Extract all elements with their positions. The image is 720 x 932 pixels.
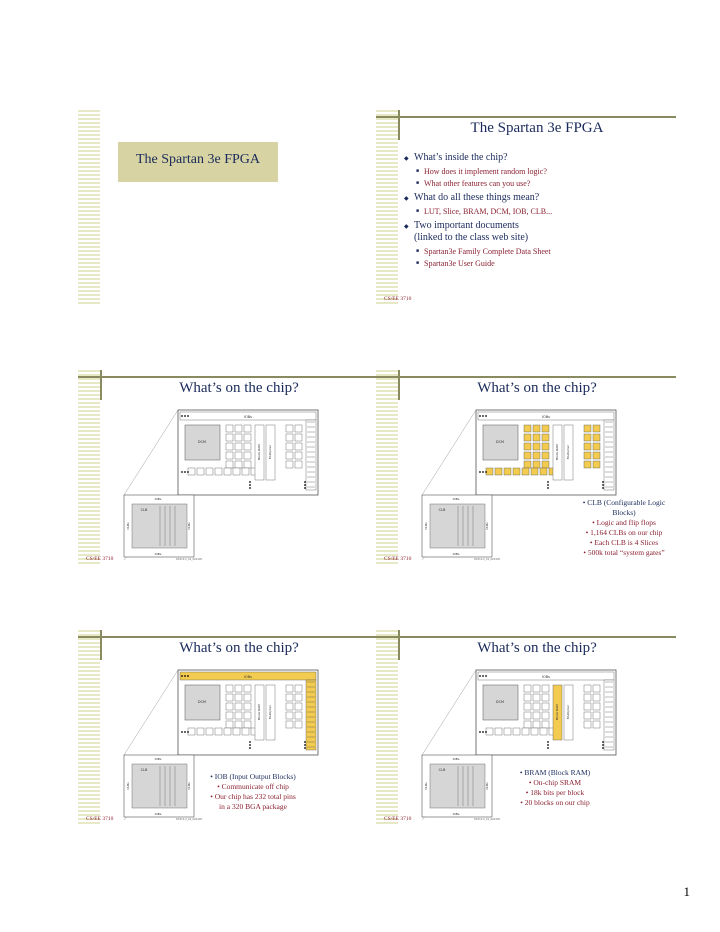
slide-6 <box>376 630 676 824</box>
svg-text:IOBs: IOBs <box>243 415 253 419</box>
svg-text:CLBs: CLBs <box>424 782 428 790</box>
slide-5 <box>78 630 378 824</box>
caption-line: • Logic and flip flops <box>592 518 656 527</box>
slide-stripes <box>376 370 398 564</box>
svg-text:IOBs: IOBs <box>452 552 460 556</box>
svg-text:DS312-2_01_020405: DS312-2_01_020405 <box>176 558 203 561</box>
svg-text:Multiplier: Multiplier <box>566 445 570 459</box>
svg-text:CLB: CLB <box>438 508 446 512</box>
caption-heading-2: Blocks) <box>612 508 636 517</box>
svg-text:IOBs: IOBs <box>154 757 162 761</box>
svg-text:CLB: CLB <box>140 768 148 772</box>
svg-text:IOBs: IOBs <box>154 552 162 556</box>
bullet-text: Two important documents <box>414 220 519 231</box>
slide-1 <box>78 110 378 304</box>
slide-stripes <box>376 110 398 304</box>
caption-heading: • CLB (Configurable Logic <box>582 498 666 507</box>
bullet-text-2: (linked to the class web site) <box>414 232 529 243</box>
slide-stripes <box>78 630 100 824</box>
svg-text:IOBs: IOBs <box>541 675 551 679</box>
svg-text:CLB: CLB <box>438 768 446 772</box>
bullet: ◆ What’s inside the chip? <box>404 152 672 164</box>
svg-text:Multiplier: Multiplier <box>566 705 570 719</box>
bullet-list <box>404 148 672 271</box>
svg-text:CLBs: CLBs <box>126 522 130 530</box>
caption-heading: • IOB (Input Output Blocks) <box>210 772 296 781</box>
svg-text:Block RAM: Block RAM <box>555 704 559 720</box>
sub-bullet: ■ Spartan3e User Guide <box>404 259 672 268</box>
caption-line: • On-chip SRAM <box>528 778 582 787</box>
chip-diagram <box>100 370 378 569</box>
svg-text:Block RAM: Block RAM <box>257 444 261 460</box>
svg-text:DS312-2_01_020405: DS312-2_01_020405 <box>474 818 501 821</box>
caption-line: • 18k bits per block <box>525 788 585 797</box>
svg-text:Multiplier: Multiplier <box>268 705 272 719</box>
caption-line: • Communicate off chip <box>217 782 289 791</box>
svg-text:DCM: DCM <box>197 700 207 704</box>
slide-footer: CS/EE 3710 <box>86 816 114 822</box>
svg-text:DS312-2_01_020405: DS312-2_01_020405 <box>176 818 203 821</box>
slide-stripes <box>78 110 100 304</box>
svg-text:IOBs: IOBs <box>243 675 253 679</box>
svg-text:DCM: DCM <box>495 440 505 444</box>
slide-3 <box>78 370 378 564</box>
svg-text:DCM: DCM <box>495 700 505 704</box>
svg-text:IOBs: IOBs <box>154 812 162 816</box>
sub-bullet: ■ What other features can you use? <box>404 179 672 188</box>
header-line <box>376 116 676 118</box>
svg-text:CLBs: CLBs <box>485 782 489 790</box>
caption-line: • 1,164 CLBs on our chip <box>585 528 663 537</box>
bullet <box>404 220 672 244</box>
svg-text:CLB: CLB <box>140 508 148 512</box>
slide-4 <box>376 370 676 564</box>
slide-footer: CS/EE 3710 <box>384 556 412 562</box>
bullet: ◆ What do all these things mean? <box>404 192 672 204</box>
slide-2 <box>376 110 676 304</box>
svg-text:CLBs: CLBs <box>126 782 130 790</box>
caption-line: in a 320 BGA package <box>219 802 287 811</box>
svg-text:CLBs: CLBs <box>187 782 191 790</box>
caption <box>500 768 610 808</box>
slide-title: What’s on the chip? <box>179 380 299 396</box>
svg-text:CLBs: CLBs <box>187 522 191 530</box>
slide-title: The Spartan 3e FPGA <box>470 120 604 136</box>
slide-stripes <box>376 630 398 824</box>
svg-text:IOBs: IOBs <box>452 497 460 501</box>
chip-svg <box>100 370 378 564</box>
caption-line: • Our chip has 232 total pins <box>210 792 296 801</box>
caption-line: • 500k total “system gates” <box>583 548 665 557</box>
slide-title: What’s on the chip? <box>477 380 597 396</box>
caption-line: • Each CLB is 4 Slices <box>589 538 659 547</box>
slide-footer: CS/EE 3710 <box>384 816 412 822</box>
svg-text:IOBs: IOBs <box>452 812 460 816</box>
svg-text:Block RAM: Block RAM <box>555 444 559 460</box>
slide-title: What’s on the chip? <box>477 640 597 656</box>
svg-text:IOBs: IOBs <box>154 497 162 501</box>
slide-footer: CS/EE 3710 <box>86 556 114 562</box>
svg-text:Multiplier: Multiplier <box>268 445 272 459</box>
svg-text:DS312-2_01_020405: DS312-2_01_020405 <box>474 558 501 561</box>
page-number: 1 <box>683 884 690 899</box>
slide-title-box: The Spartan 3e FPGA <box>118 142 278 182</box>
slide-title: What’s on the chip? <box>179 640 299 656</box>
caption-line: • 20 blocks on our chip <box>520 798 590 807</box>
sub-bullet: ■ How does it implement random logic? <box>404 167 672 176</box>
svg-text:CLBs: CLBs <box>424 522 428 530</box>
svg-text:Block RAM: Block RAM <box>257 704 261 720</box>
caption <box>572 498 676 558</box>
slide-footer: CS/EE 3710 <box>384 296 412 302</box>
sub-bullet: ■ Spartan3e Family Complete Data Sheet <box>404 247 672 256</box>
svg-text:DCM: DCM <box>197 440 207 444</box>
slide-stripes <box>78 370 100 564</box>
svg-text:IOBs: IOBs <box>541 415 551 419</box>
svg-text:CLBs: CLBs <box>485 522 489 530</box>
sub-bullet: ■ LUT, Slice, BRAM, DCM, IOB, CLB... <box>404 207 672 216</box>
caption <box>188 772 318 812</box>
svg-text:IOBs: IOBs <box>452 757 460 761</box>
caption-heading: • BRAM (Block RAM) <box>519 768 591 777</box>
